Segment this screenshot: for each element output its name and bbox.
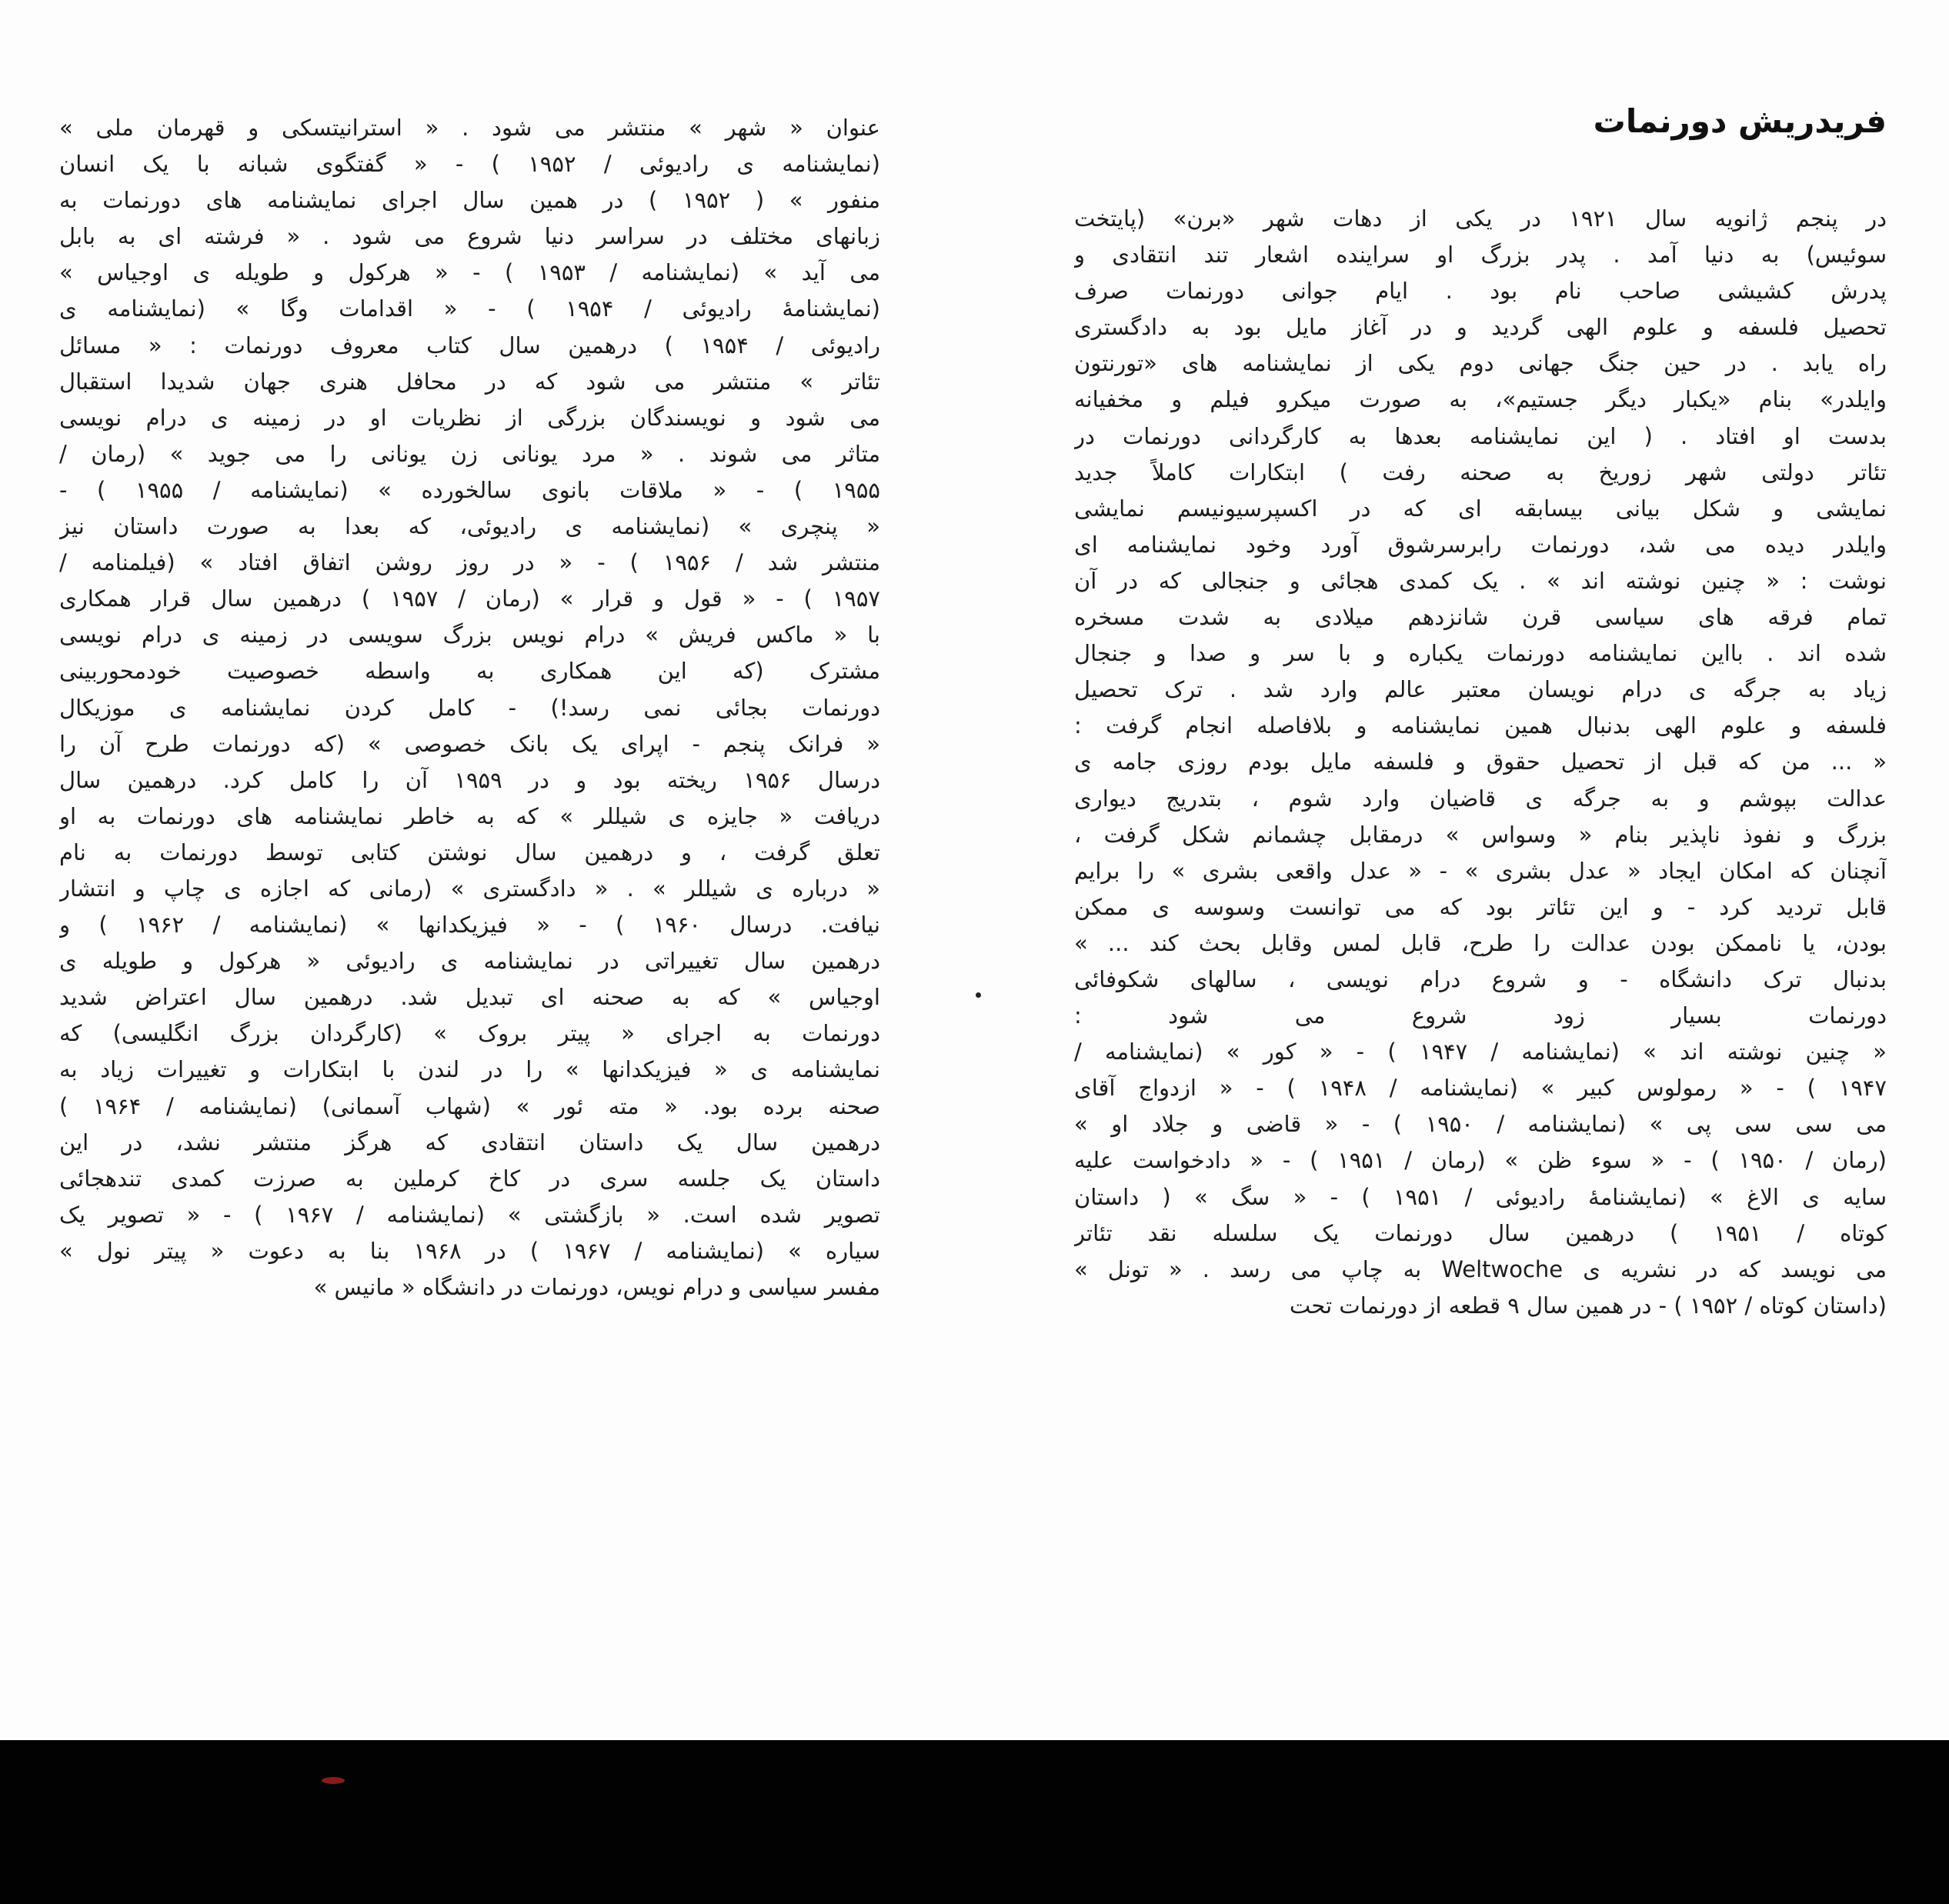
text-line: « پنچری » (نمایشنامه ی رادیوئی، که بعدا به صورت داستان نیز bbox=[59, 513, 880, 540]
text-line: تمام فرقه های سیاسی قرن شانزدهم میلادی به شدت مسخره bbox=[1074, 604, 1887, 631]
text-line: کوتاه / ۱۹۵۱ ) درهمین سال دورنمات یک سلسله نقد تئاتر bbox=[1074, 1219, 1887, 1246]
text-line: رادیوئی / ۱۹۵۴ ) درهمین سال کتاب معروف دورنمات : « مسائل bbox=[59, 332, 880, 358]
text-line: سایه ی الاغ » (نمایشنامهٔ رادیوئی / ۱۹۵۱ ) - « سگ » ( داستان bbox=[1074, 1183, 1887, 1210]
text-line: « درباره ی شیللر » . « دادگستری » (رمانی که اجازه ی چاپ و انتشار bbox=[59, 875, 880, 902]
left-text-column bbox=[59, 110, 880, 1305]
text-line: با « ماکس فریش » درام نویس بزرگ سویسی در زمینه ی درام نویسی bbox=[59, 622, 880, 649]
text-line: در پنجم ژانویه سال ۱۹۲۱ در یکی از دهات شهر «برن» (پایتخت bbox=[1074, 205, 1887, 232]
text-line: بدست او افتاد . ( این نمایشنامه بعدها به کارگردانی دورنمات در bbox=[1074, 422, 1887, 449]
text-line: دورنمات به اجرای « پیتر بروک » (کارگردان بزرگ انگلیسی) که bbox=[59, 1020, 880, 1047]
text-line: (رمان / ۱۹۵۰ ) - « سوء ظن » (رمان / ۱۹۵۱ ) - « دادخواست علیه bbox=[1074, 1147, 1887, 1174]
text-line: مشترک (که این همکاری به واسطه خصوصیت خودمحوربینی bbox=[59, 658, 880, 685]
text-line: نمایشی و شکل بیانی بیسابقه ای که در اکسپرسیونیسم نمایشی bbox=[1074, 495, 1887, 522]
text-line: می نویسد که در نشریه ی Weltwoche به چاپ می رسد . « تونل » bbox=[1074, 1255, 1887, 1282]
text-line: « فرانک پنجم - اپرای یک بانک خصوصی » (که دورنمات طرح آن را bbox=[59, 730, 880, 757]
text-line: نمایشنامه ی « فیزیکدانها » را در لندن با ابتکارات و تغییرات زیاد به bbox=[59, 1056, 880, 1083]
text-line: ۱۹۵۷ ) - « قول و قرار » (رمان / ۱۹۵۷ ) درهمین سال قرار همکاری bbox=[59, 585, 880, 612]
text-line: عدالت بپوشم و به جرگه ی قاضیان وارد شوم ، بتدریج دیواری bbox=[1074, 785, 1887, 812]
text-line: سوئیس) به دنیا آمد . پدر بزرگ او سراینده اشعار تند انتقادی و bbox=[1074, 242, 1887, 268]
text-line: مفسر سیاسی و درام نویس، دورنمات در دانشگاه « مانیس » bbox=[313, 1274, 880, 1300]
text-line: تحصیل فلسفه و علوم الهی گردید و در آغاز مایل بود به دادگستری bbox=[1074, 314, 1887, 341]
text-line: سیاره » (نمایشنامه / ۱۹۶۷ ) در ۱۹۶۸ بنا به دعوت « پیتر نول » bbox=[59, 1237, 880, 1264]
text-line: تعلق گرفت ، و درهمین سال نوشتن کتابی توسط دورنمات به نام bbox=[59, 839, 880, 865]
text-line: دورنمات بجائی نمی رسد!) - کامل کردن نمایشنامه ی موزیکال bbox=[59, 694, 880, 721]
text-line: متاثر می شوند . « مرد یونانی زن یونانی را می جوید » (رمان / bbox=[59, 440, 880, 467]
text-line: بزرگ و نفوذ ناپذیر بنام « وسواس » درمقابل چشمانم شکل گرفت ، bbox=[1074, 821, 1887, 848]
text-line: تئاتر دولتی شهر زوریخ به صحنه رفت ) ابتکارات کاملاً جدید bbox=[1074, 458, 1887, 485]
text-line: (نمایشنامه ی رادیوئی / ۱۹۵۲ ) - « گفتگوی شبانه با یک انسان bbox=[59, 151, 880, 178]
text-line: می آید » (نمایشنامه / ۱۹۵۳ ) - « هرکول و طویله ی اوجیاس » bbox=[59, 259, 880, 286]
text-line: درهمین سال یک داستان انتقادی که هرگز منتشر نشد، در این bbox=[59, 1129, 880, 1155]
text-line: (داستان کوتاه / ۱۹۵۲ ) - در همین سال ۹ قطعه از دورنمات تحت bbox=[1289, 1292, 1887, 1319]
text-line: درسال ۱۹۵۶ ریخته بود و در ۱۹۵۹ آن را کامل کرد. درهمین سال bbox=[59, 766, 880, 793]
page-title: فریدریش دورنمات bbox=[1593, 102, 1887, 140]
text-line: داستان یک جلسه سری در کاخ کرملین به صرزت کمدی تندهجائی bbox=[59, 1165, 880, 1192]
text-line: صحنه برده بود. « مته ئور » (شهاب آسمانی) (نمایشنامه / ۱۹۶۴ ) bbox=[59, 1092, 880, 1119]
text-line: ۱۹۴۷ ) - « رمولوس کبیر » (نمایشنامه / ۱۹۴۸ ) - « ازدواج آقای bbox=[1074, 1075, 1887, 1102]
margin-dot bbox=[976, 992, 981, 998]
text-line: تئاتر » منتشر می شود که در محافل هنری جهان شدیدا استقبال bbox=[59, 368, 880, 395]
text-line: تصویر شده است. « بازگشتی » (نمایشنامه / ۱۹۶۷ ) - « تصویر یک bbox=[59, 1201, 880, 1228]
text-line: بدنبال ترک دانشگاه - و شروع درام نویسی ، سالهای شکوفائی bbox=[1074, 965, 1887, 992]
text-line: بودن، یا ناممکن بودن عدالت را طرح، قابل لمس وقابل بحث کند ... » bbox=[1074, 929, 1887, 956]
text-line: منفور » ( ۱۹۵۲ ) در همین سال اجرای نمایشنامه های دورنمات به bbox=[59, 187, 880, 214]
text-line: شده اند . بااین نمایشنامه دورنمات یکباره و با سر و صدا و جنجال bbox=[1074, 640, 1887, 667]
text-line: دریافت « جایزه ی شیللر » که به خاطر نمایشنامه های دورنمات به او bbox=[59, 802, 880, 829]
text-line: منتشر شد / ۱۹۵۶ ) - « در روز روشن اتفاق افتاد » (فیلمنامه / bbox=[59, 549, 880, 576]
text-line: نوشت : « چنین نوشته اند » . یک کمدی هجائی و جنجالی که در آن bbox=[1074, 567, 1887, 594]
text-line: نیافت. درسال ۱۹۶۰ ) - « فیزیکدانها » (نمایشنامه / ۱۹۶۲ ) و bbox=[59, 912, 880, 939]
text-line: درهمین سال تغییراتی در نمایشنامه ی رادیوئی « هرکول و طویله ی bbox=[59, 948, 880, 975]
text-line: آنچنان که امکان ایجاد « عدل بشری » - « عدل واقعی بشری » را برایم bbox=[1074, 857, 1887, 884]
text-line: (نمایشنامهٔ رادیوئی / ۱۹۵۴ ) - « اقدامات وگا » (نمایشنامه ی bbox=[59, 295, 880, 322]
text-line: « چنین نوشته اند » (نمایشنامه / ۱۹۴۷ ) - « کور » (نمایشنامه / bbox=[1074, 1039, 1887, 1065]
right-text-column bbox=[1074, 201, 1887, 1324]
text-line: « ... من که قبل از تحصیل حقوق و فلسفه مایل بودم روزی جامه ی bbox=[1074, 749, 1887, 775]
text-line: زبانهای مختلف در سراسر دنیا شروع می شود . « فرشته ای به بابل bbox=[59, 223, 880, 250]
text-line: می سی سی پی » (نمایشنامه / ۱۹۵۰ ) - « قاضی و جلاد او » bbox=[1074, 1111, 1887, 1138]
text-line: پدرش کشیشی صاحب نام بود . ایام جوانی دورنمات صرف bbox=[1074, 278, 1887, 305]
red-smudge-mark bbox=[322, 1777, 345, 1784]
text-line: عنوان « شهر » منتشر می شود . « استرانیتسکی و قهرمان ملی » bbox=[59, 115, 880, 141]
text-line: اوجیاس » که به صحنه ای تبدیل شد. درهمین سال اعتراض شدید bbox=[59, 984, 880, 1011]
text-line: فلسفه و علوم الهی بدنبال همین نمایشنامه و بلافاصله انجام گرفت : bbox=[1074, 712, 1887, 739]
text-line: می شود و نویسندگان بزرگی از نظریات او در زمینه ی درام نویسی bbox=[59, 404, 880, 431]
text-line: زیاد به جرگه ی درام نویسان معتبر عالم وارد شد . ترک تحصیل bbox=[1074, 676, 1887, 703]
text-line: ۱۹۵۵ ) - « ملاقات بانوی سالخورده » (نمایشنامه / ۱۹۵۵ ) - bbox=[59, 476, 880, 503]
text-line: وایلدر» بنام «یکبار دیگر جستیم»، به صورت میکرو فیلم و مخفیانه bbox=[1074, 386, 1887, 413]
text-line: راه یابد . در حین جنگ جهانی دوم یکی از نمایشنامه های «تورنتون bbox=[1074, 350, 1887, 377]
scan-bottom-band bbox=[0, 1740, 1949, 1904]
text-line: قابل تردید کرد - و این تئاتر بود که می توانست وسوسه ی ممکن bbox=[1074, 893, 1887, 920]
text-line: دورنمات بسیار زود شروع می شود : bbox=[1074, 1002, 1887, 1029]
text-line: وایلدر دیده می شد، دورنمات رابرسرشوق آورد وخود نمایشنامه ای bbox=[1074, 531, 1887, 558]
